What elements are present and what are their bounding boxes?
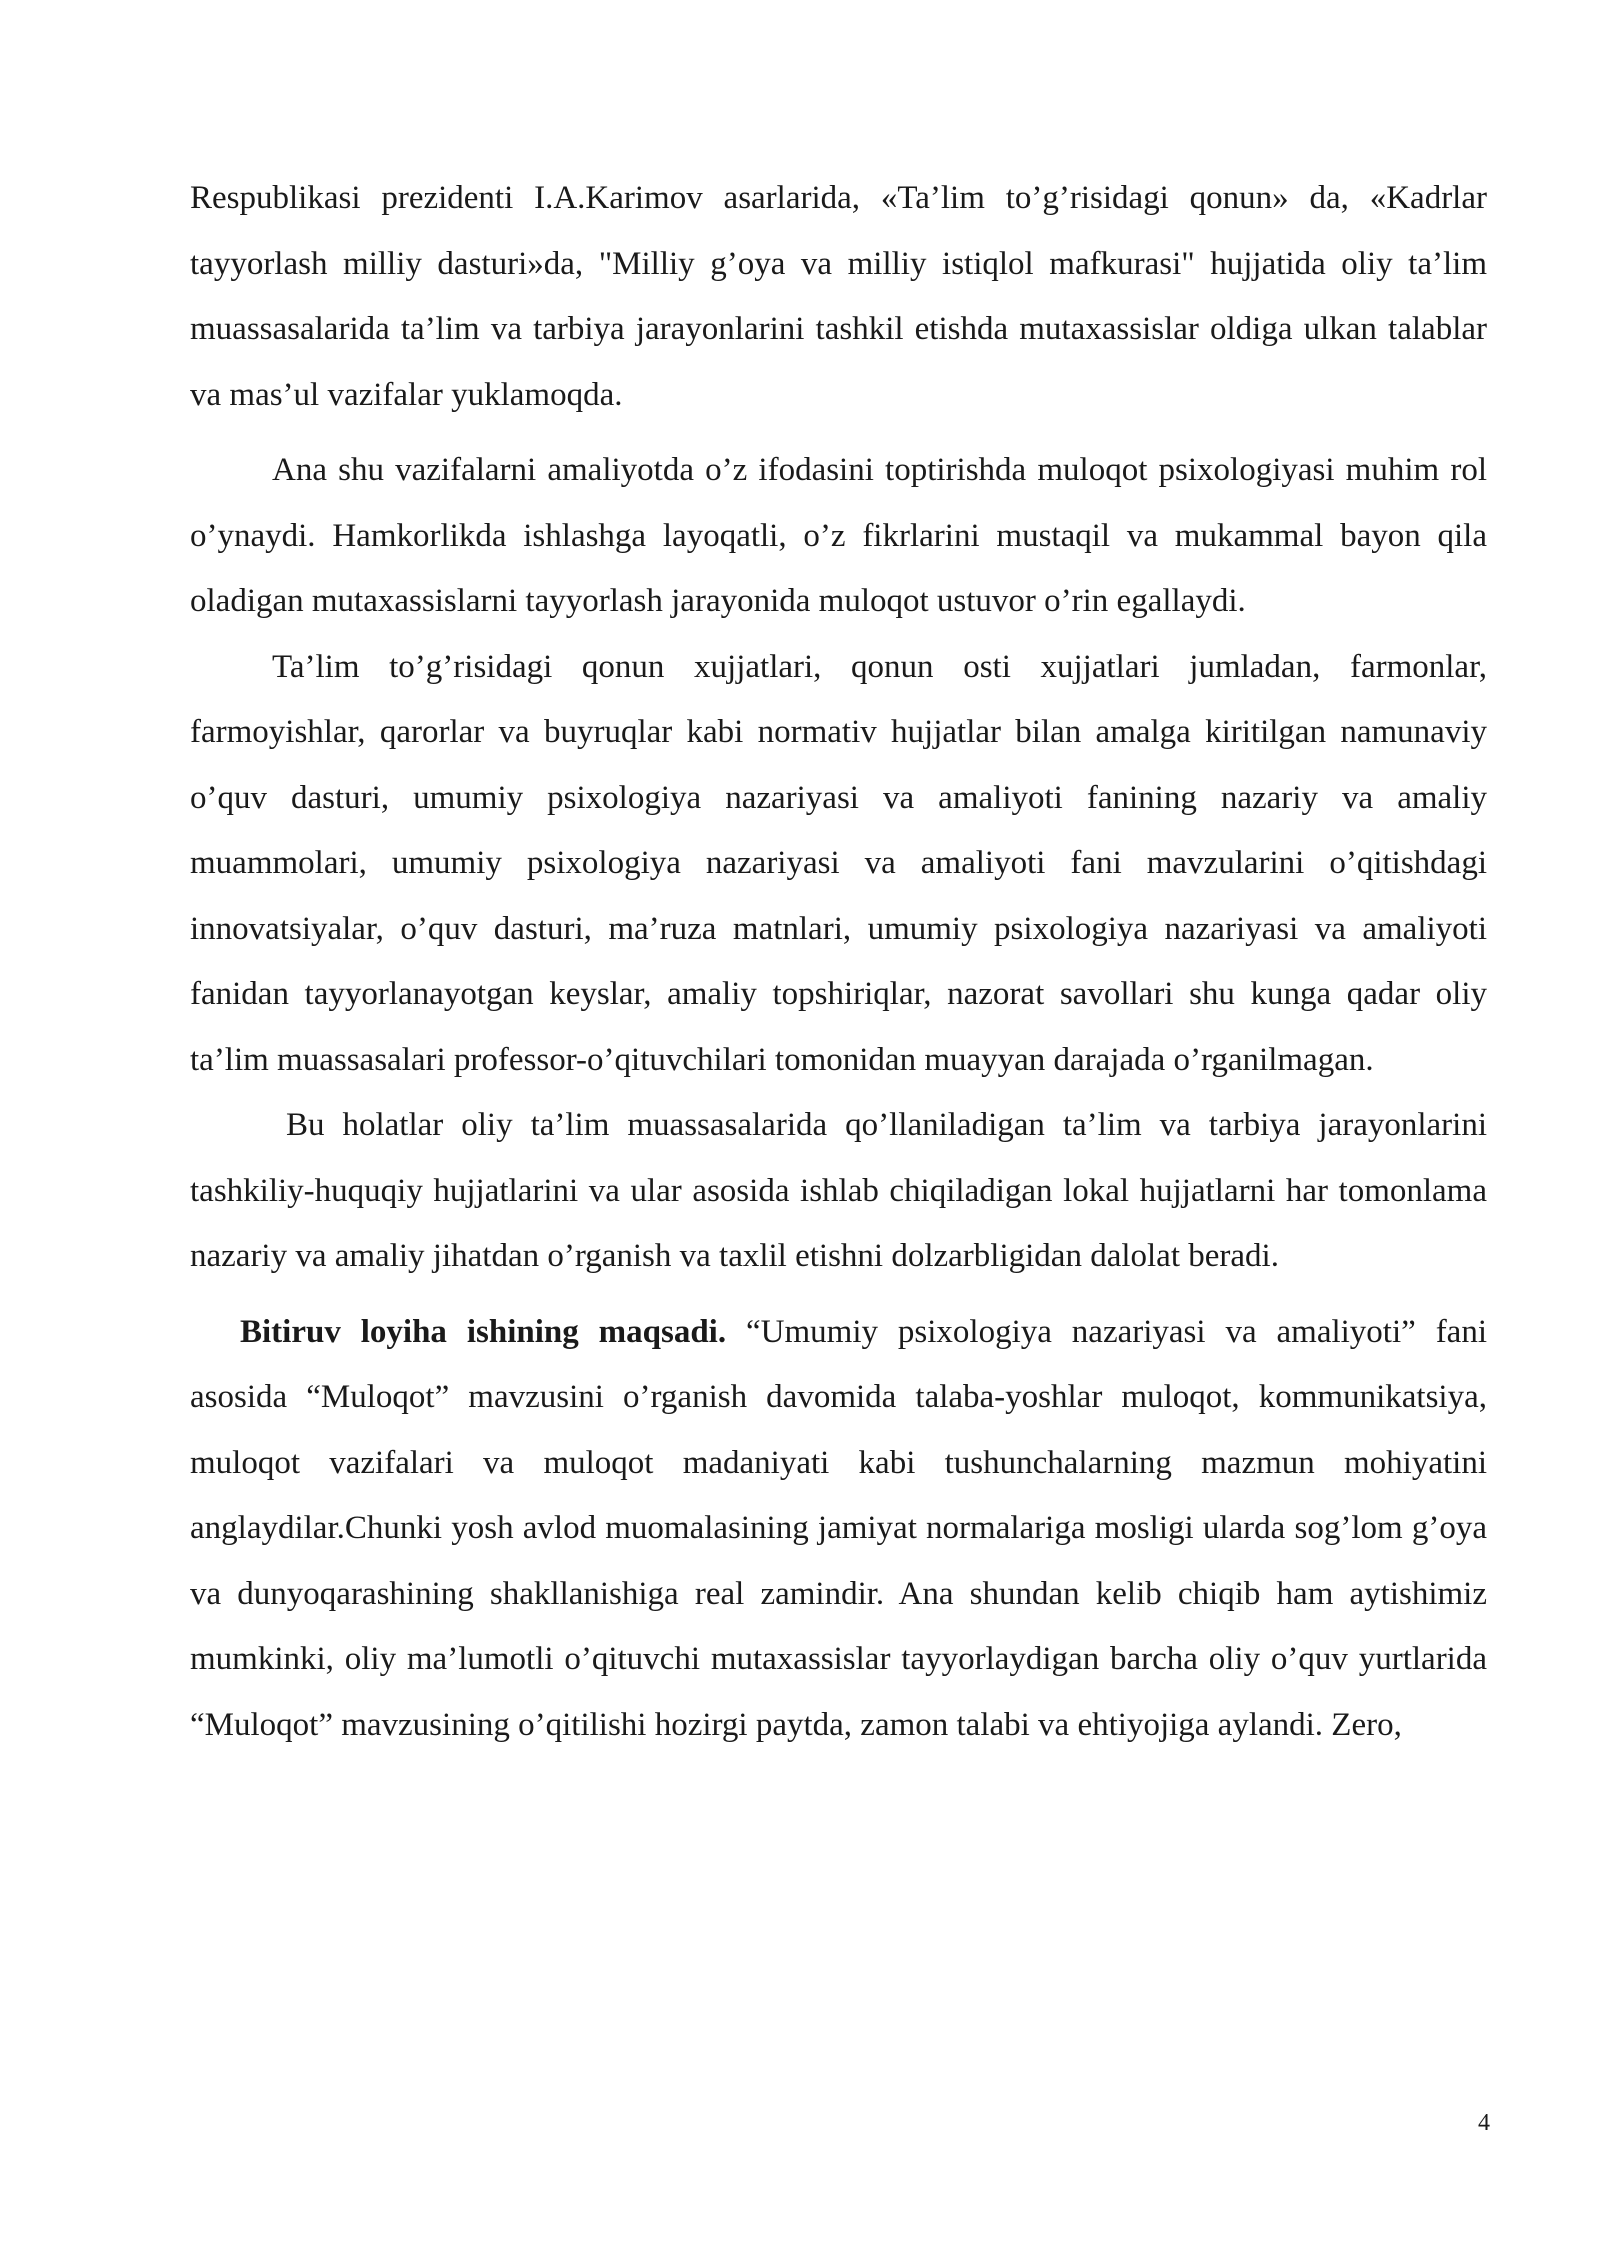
goal-paragraph (190, 1300, 1487, 1759)
paragraph-2: Ana shu vazifalarni amaliyotda o’z ifodasini toptirishda muloqot psixologiyasi muhim rol o’ynaydi. Hamkorlikda ishlashga layoqatli, o’z fikrlarini mustaqil va mukammal bayon qila oladigan mutaxassislarni tayyorlash jarayonida muloqot ustuvor o’rin egallaydi. (190, 452, 1487, 619)
paragraph-3: Ta’lim to’g’risidagi qonun xujjatlari, qonun osti xujjatlari jumladan, farmonlar, farmoyishlar, qarorlar va buyruqlar kabi normativ hujjatlar bilan amalga kiritilgan namunaviy o’quv dasturi, umumiy psixologiya nazariyasi va amaliyoti fanining nazariy va amaliy muammolari, umumiy psixologiya nazariyasi va amaliyoti fani mavzularini o’qitishdagi innovatsiyalar, o’quv dasturi, ma’ruza matnlari, umumiy psixologiya nazariyasi va amaliyoti fanidan tayyorlanayotgan keyslar, amaliy topshiriqlar, nazorat savollari shu kunga qadar oliy ta’lim muassasalari professor-o’qituvchilari tomonidan muayyan darajada o’rganilmagan. (190, 648, 1487, 1078)
document-body (190, 166, 1487, 1758)
paragraph-4: Bu holatlar oliy ta’lim muassasalarida qo’llaniladigan ta’lim va tarbiya jarayonlarini tashkiliy-huquqiy hujjatlarini va ular asosida ishlab chiqiladigan lokal hujjatlarni har tomonlama nazariy va amaliy jihatdan o’rganish va taxlil etishni dolzarbligidan dalolat beradi. (190, 1107, 1487, 1274)
goal-heading: Bitiruv loyiha ishining maqsadi. (240, 1313, 727, 1350)
goal-text: “Umumiy psixologiya nazariyasi va amaliyoti” fani asosida “Muloqot” mavzusini o’rganish davomida talaba-yoshlar muloqot, kommunikatsiya, muloqot vazifalari va muloqot madaniyati kabi tushunchalarning mazmun mohiyatini anglaydilar.Chunki yosh avlod muomalasining jamiyat normalariga mosligi ularda sog’lom g’oya va dunyoqarashining shakllanishiga real zamindir. Ana shundan kelib chiqib ham aytishimiz mumkinki, oliy ma’lumotli o’qituvchi mutaxassislar tayyorlaydigan barcha oliy o’quv yurtlarida “Muloqot” mavzusining o’qitilishi hozirgi paytda, zamon talabi va ehtiyojiga aylandi. Zero, (190, 1313, 1487, 1743)
page-number: 4 (1478, 2110, 1490, 2136)
paragraph-1: Respublikasi prezidenti I.A.Karimov asarlarida, «Ta’lim to’g’risidagi qonun» da, «Kadrlar tayyorlash milliy dasturi»da, "Milliy g’oya va milliy istiqlol mafkurasi" hujjatida oliy ta’lim muassasalarida ta’lim va tarbiya jarayonlarini tashkil etishda mutaxassislar oldiga ulkan talablar va mas’ul vazifalar yuklamoqda. (190, 180, 1487, 413)
